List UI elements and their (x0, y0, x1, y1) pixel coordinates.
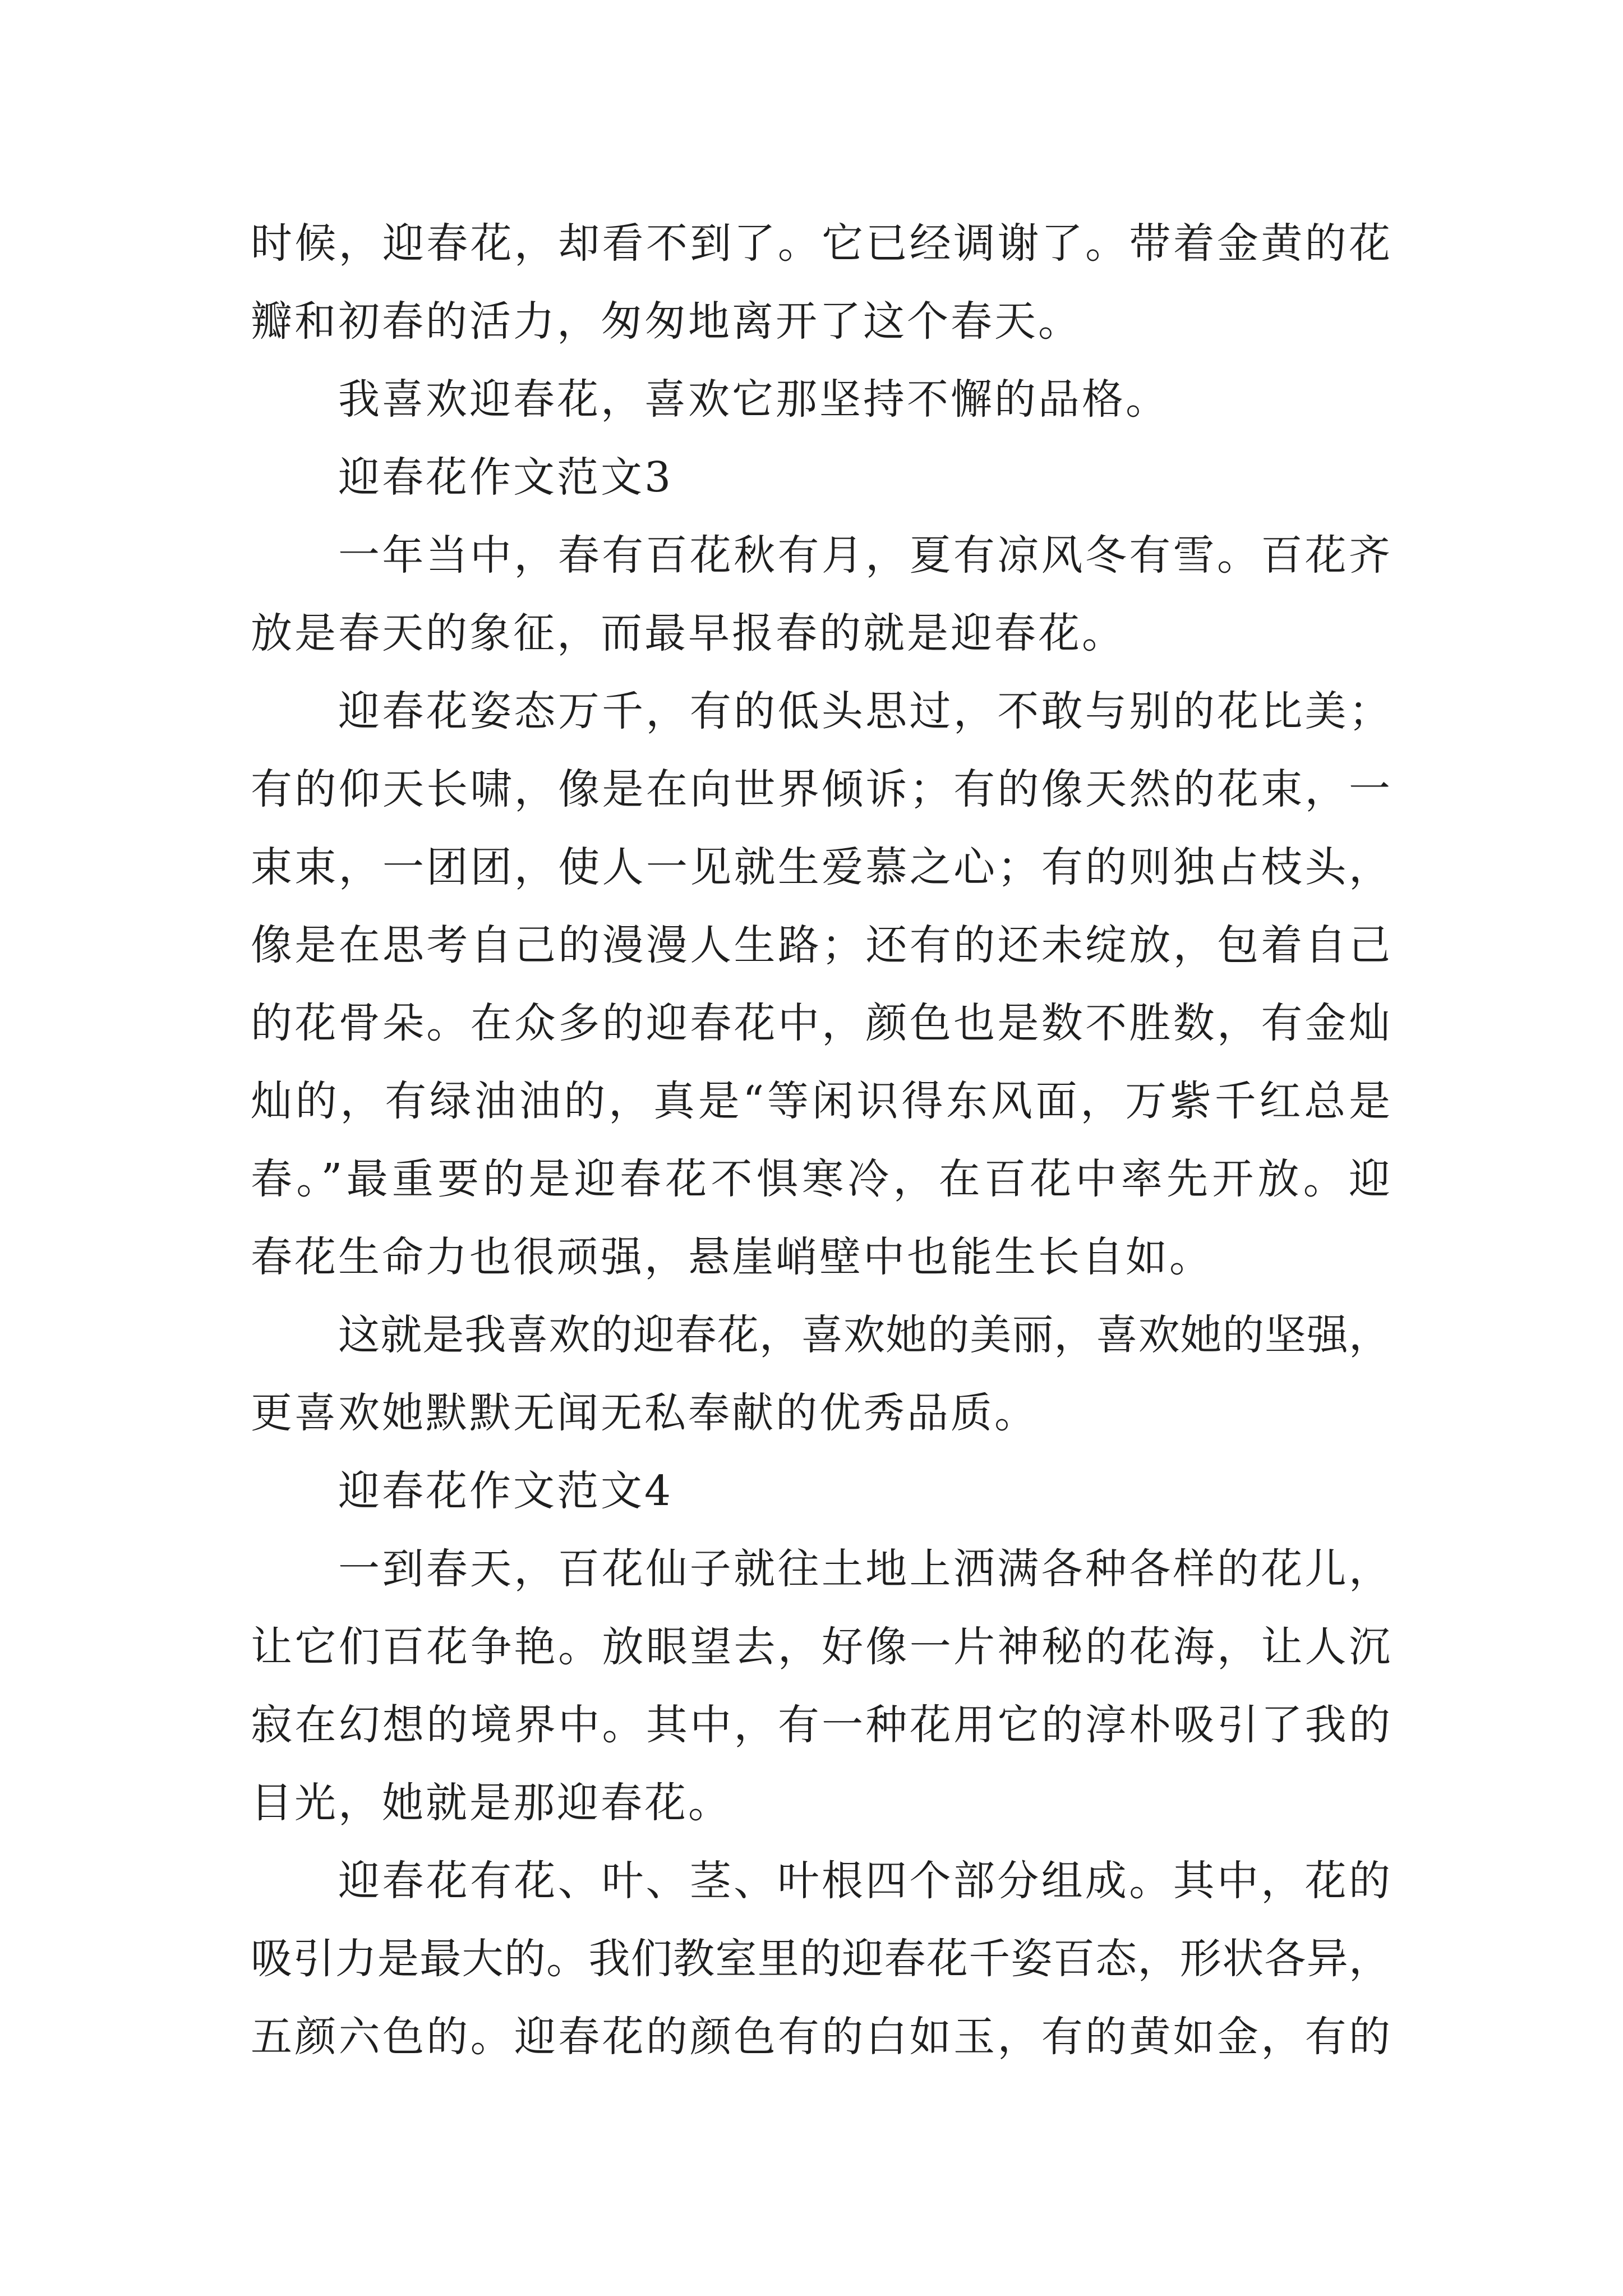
text-line: 目光，她就是那迎春花。 (251, 1779, 732, 1827)
text-line: 春花生命力也很顽强，悬崖峭壁中也能生长自如。 (251, 1233, 1213, 1281)
text-line: 吸引力是最大的。我们教室里的迎春花千姿百态，形状各异， (251, 1935, 1390, 1983)
text-line: 时候，迎春花，却看不到了。它已经调谢了。带着金黄的花 (251, 219, 1390, 268)
text-line: 更喜欢她默默无闻无私奉献的优秀品质。 (251, 1389, 1038, 1437)
document-page (251, 205, 1390, 2076)
section-heading (251, 439, 1390, 517)
text-line: 五颜六色的。迎春花的颜色有的白如玉，有的黄如金，有的 (251, 2013, 1390, 2061)
text-line: 有的仰天长啸，像是在向世界倾诉；有的像天然的花束，一 (251, 765, 1390, 813)
text-line: 这就是我喜欢的迎春花，喜欢她的美丽，喜欢她的坚强， (338, 1311, 1390, 1359)
paragraph (251, 205, 1390, 361)
text-line: 像是在思考自己的漫漫人生路；还有的还未绽放，包着自己 (251, 921, 1390, 969)
text-line: 寂在幻想的境界中。其中，有一种花用它的淳朴吸引了我的 (251, 1701, 1390, 1749)
text-line: 放是春天的象征，而最早报春的就是迎春花。 (251, 609, 1126, 657)
heading-text: 迎春花作文范文3 (338, 453, 674, 501)
text-line: 让它们百花争艳。放眼望去，好像一片神秘的花海，让人沉 (251, 1623, 1390, 1671)
text-line: 一到春天，百花仙子就往土地上洒满各种各样的花儿， (338, 1545, 1390, 1593)
paragraph (251, 361, 1390, 439)
paragraph (251, 1842, 1390, 2076)
text-line: 我喜欢迎春花，喜欢它那坚持不懈的品格。 (338, 375, 1169, 424)
text-line: 的花骨朵。在众多的迎春花中，颜色也是数不胜数，有金灿 (251, 999, 1390, 1047)
paragraph (251, 517, 1390, 673)
paragraph (251, 673, 1390, 1296)
essay-section (251, 439, 1390, 1452)
essay-section (251, 1452, 1390, 2076)
paragraph (251, 1530, 1390, 1842)
text-line: 迎春花姿态万千，有的低头思过，不敢与别的花比美； (338, 687, 1390, 735)
text-line: 春。”最重要的是迎春花不惧寒冷，在百花中率先开放。迎 (251, 1155, 1390, 1203)
heading-text: 迎春花作文范文4 (338, 1467, 674, 1515)
section-heading (251, 1452, 1390, 1530)
paragraph (251, 1296, 1390, 1452)
text-line: 瓣和初春的活力，匆匆地离开了这个春天。 (251, 297, 1082, 346)
text-line: 迎春花有花、叶、茎、叶根四个部分组成。其中，花的 (338, 1857, 1390, 1905)
text-line: 一年当中，春有百花秋有月，夏有凉风冬有雪。百花齐 (338, 531, 1390, 579)
text-line: 束束，一团团，使人一见就生爱慕之心；有的则独占枝头， (251, 843, 1390, 891)
text-line: 灿的，有绿油油的，真是“等闲识得东风面，万紫千红总是 (251, 1077, 1390, 1125)
